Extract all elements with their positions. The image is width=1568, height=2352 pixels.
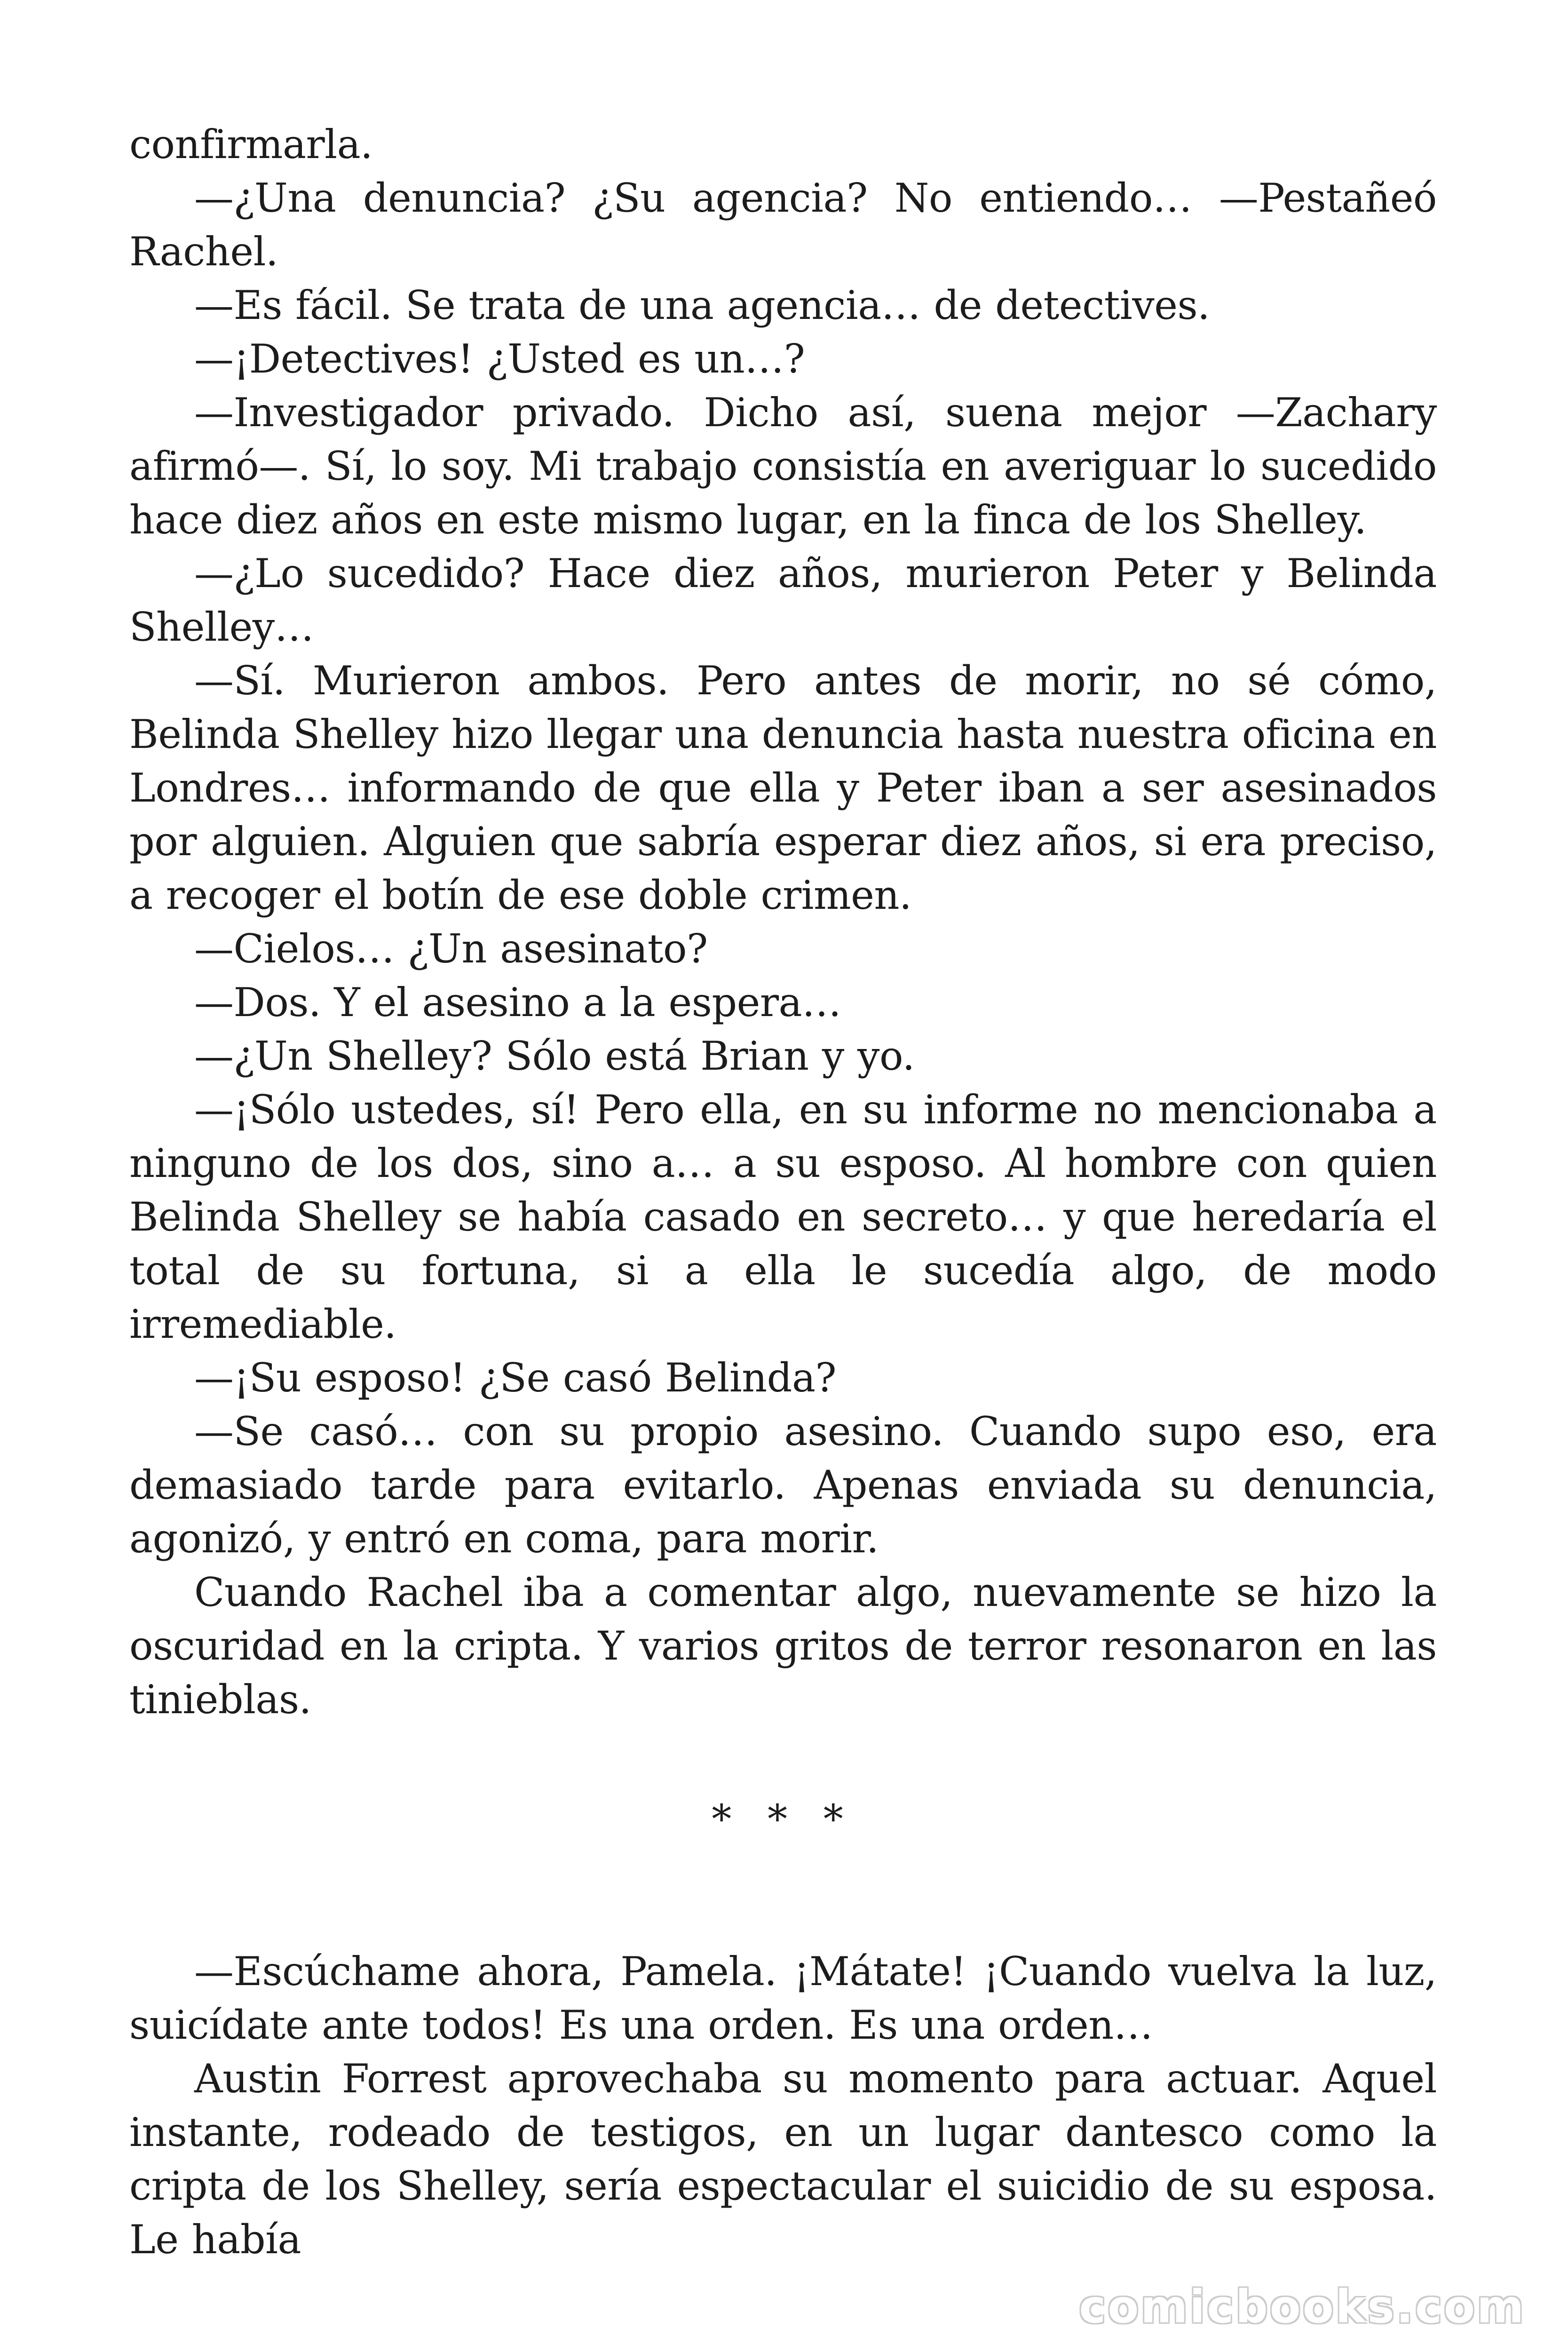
paragraph: —¿Lo sucedido? Hace diez años, murieron Peter y Belinda Shelley… — [129, 550, 1437, 650]
paragraph: —Escúchame ahora, Pamela. ¡Mátate! ¡Cuando vuelva la luz, suicídate ante todos! Es una orden. Es una orden… — [129, 1948, 1437, 2048]
paragraph: —Es fácil. Se trata de una agencia… de detectives. — [194, 282, 1210, 328]
paragraph: —¡Su esposo! ¿Se casó Belinda? — [194, 1355, 837, 1401]
paragraph: —¡Detectives! ¿Usted es un…? — [194, 336, 805, 382]
page-body — [129, 118, 1437, 2266]
paragraph: —Cielos… ¿Un asesinato? — [194, 926, 708, 972]
paragraph: —Sí. Murieron ambos. Pero antes de morir, no sé cómo, Belinda Shelley hizo llegar una denuncia hasta nuestra oficina en Londres… informando de que ella y Peter iban a ser asesinados por alguien. Alguien que sabría esperar diez años, si era preciso, a recoger el botín de ese doble crimen. — [129, 658, 1437, 918]
paragraph: Cuando Rachel iba a comentar algo, nuevamente se hizo la oscuridad en la cripta. Y varios gritos de terror resonaron en las tinieblas. — [129, 1569, 1437, 1723]
paragraph: confirmarla. — [129, 121, 373, 167]
paragraph: —¿Una denuncia? ¿Su agencia? No entiendo… —Pestañeó Rachel. — [129, 175, 1437, 275]
paragraph: —¡Sólo ustedes, sí! Pero ella, en su informe no mencionaba a ninguno de los dos, sino a… a su esposo. Al hombre con quien Belinda Shelley se había casado en secreto… y que heredaría el total de su fortuna, si a ella le sucedía algo, de modo irremediable. — [129, 1087, 1437, 1347]
watermark-logo: comicbooks.com — [1079, 2280, 1526, 2333]
paragraph: —¿Un Shelley? Sólo está Brian y yo. — [194, 1033, 915, 1079]
paragraph: —Se casó… con su propio asesino. Cuando supo eso, era demasiado tarde para evitarlo. Apenas enviada su denuncia, agonizó, y entró en coma, para morir. — [129, 1408, 1437, 1562]
paragraph: —Investigador privado. Dicho así, suena mejor —Zachary afirmó—. Sí, lo soy. Mi trabajo consistía en averiguar lo sucedido hace diez años en este mismo lugar, en la finca de los Shelley. — [129, 389, 1437, 543]
paragraph: Austin Forrest aprovechaba su momento para actuar. Aquel instante, rodeado de testigos, en un lugar dantesco como la cripta de los Shelley, sería espectacular el suicidio de su esposa. Le había — [129, 2056, 1437, 2263]
paragraph: —Dos. Y el asesino a la espera… — [194, 979, 841, 1025]
scene-break: * * * — [712, 1796, 855, 1842]
